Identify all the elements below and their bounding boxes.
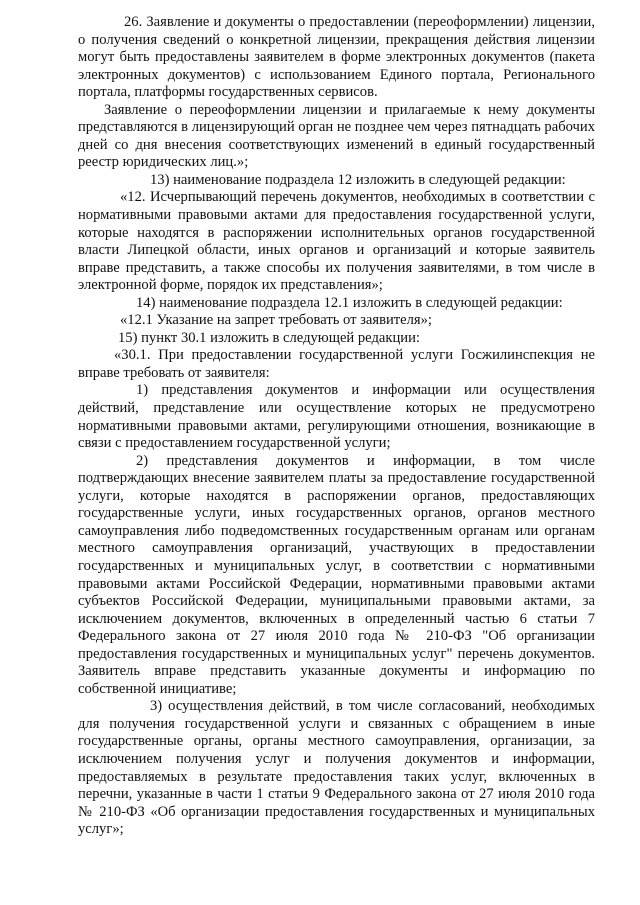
document-body [78, 14, 595, 839]
paragraph-26: 26. Заявление и документы о предоставлении (переоформлении) лицензии, о получения сведений о конкретной лицензии, прекращения действия лицензии могут быть предоставлены заявителем в форме электронных документов (пакета электронных документов) с использованием Единого портала, Регионального портала, платформы государственных сервисов. [78, 14, 595, 101]
paragraph-amendment-13: 13) наименование подраздела 12 изложить в следующей редакции: [150, 171, 566, 188]
paragraph-reissue-deadline: Заявление о переоформлении лицензии и прилагаемые к нему документы представляются в лицензирующий орган не позднее чем через пятнадцать рабочих дней со дня внесения соответствующих изменений в единый государственный реестр юридических лиц.»; [78, 101, 595, 171]
paragraph-amendment-15: 15) пункт 30.1 изложить в следующей редакции: [118, 329, 420, 346]
list-item-2: 2) представления документов и информации, в том числе подтверждающих внесение заявителем платы за предоставление государственной услуги, которые находятся в распоряжении органов, предоставляющих государственные услуги, иных государственных органов, органов местного самоуправления либо подведомственных государственным органам или органам местного самоуправления организаций, участвующих в предоставлении государственных и муниципальных услуг, в соответствии с нормативными правовыми актами Российской Федерации, нормативными правовыми актами субъектов Российской Федерации, муниципальными правовыми актами, за исключением документов, включенных в определенный частью 6 статьи 7 Федерального закона от 27 июля 2010 года № 210-ФЗ "Об организации предоставления государственных и муниципальных услуг" перечень документов. Заявитель вправе представить указанные документы и информацию по собственной инициативе; [78, 452, 595, 697]
paragraph-subsection-12-1: «12.1 Указание на запрет требовать от заявителя»; [120, 312, 432, 329]
paragraph-item-30-1: «30.1. При предоставлении государственной услуги Госжилинспекция не вправе требовать от заявителя: [78, 347, 595, 381]
list-item-3: 3) осуществления действий, в том числе согласований, необходимых для получения государственной услуги и связанных с обращением в иные государственные органы, органы местного самоуправления, организации, за исключением получения услуг и получения документов и информации, предоставляемых в результате предоставления таких услуг, включенных в перечни, указанные в части 1 статьи 9 Федерального закона от 27 июля 2010 года № 210-ФЗ «Об организации предоставления государственных и муниципальных услуг»; [78, 698, 595, 838]
paragraph-amendment-14: 14) наименование подраздела 12.1 изложить в следующей редакции: [136, 294, 563, 311]
paragraph-subsection-12: «12. Исчерпывающий перечень документов, необходимых в соответствии с нормативными правовыми актами для предоставления государственной услуги, которые находятся в распоряжении исполнительных органов государственной власти Липецкой области, иных органов и организаций и которые заявитель вправе представить, а также способы их получения заявителями, в том числе в электронной форме, порядок их представления»; [78, 189, 595, 294]
list-item-1: 1) представления документов и информации или осуществления действий, представление или осуществление которых не предусмотрено нормативными правовыми актами, регулирующими отношения, возникающие в связи с предоставлением государственной услуги; [78, 382, 595, 452]
